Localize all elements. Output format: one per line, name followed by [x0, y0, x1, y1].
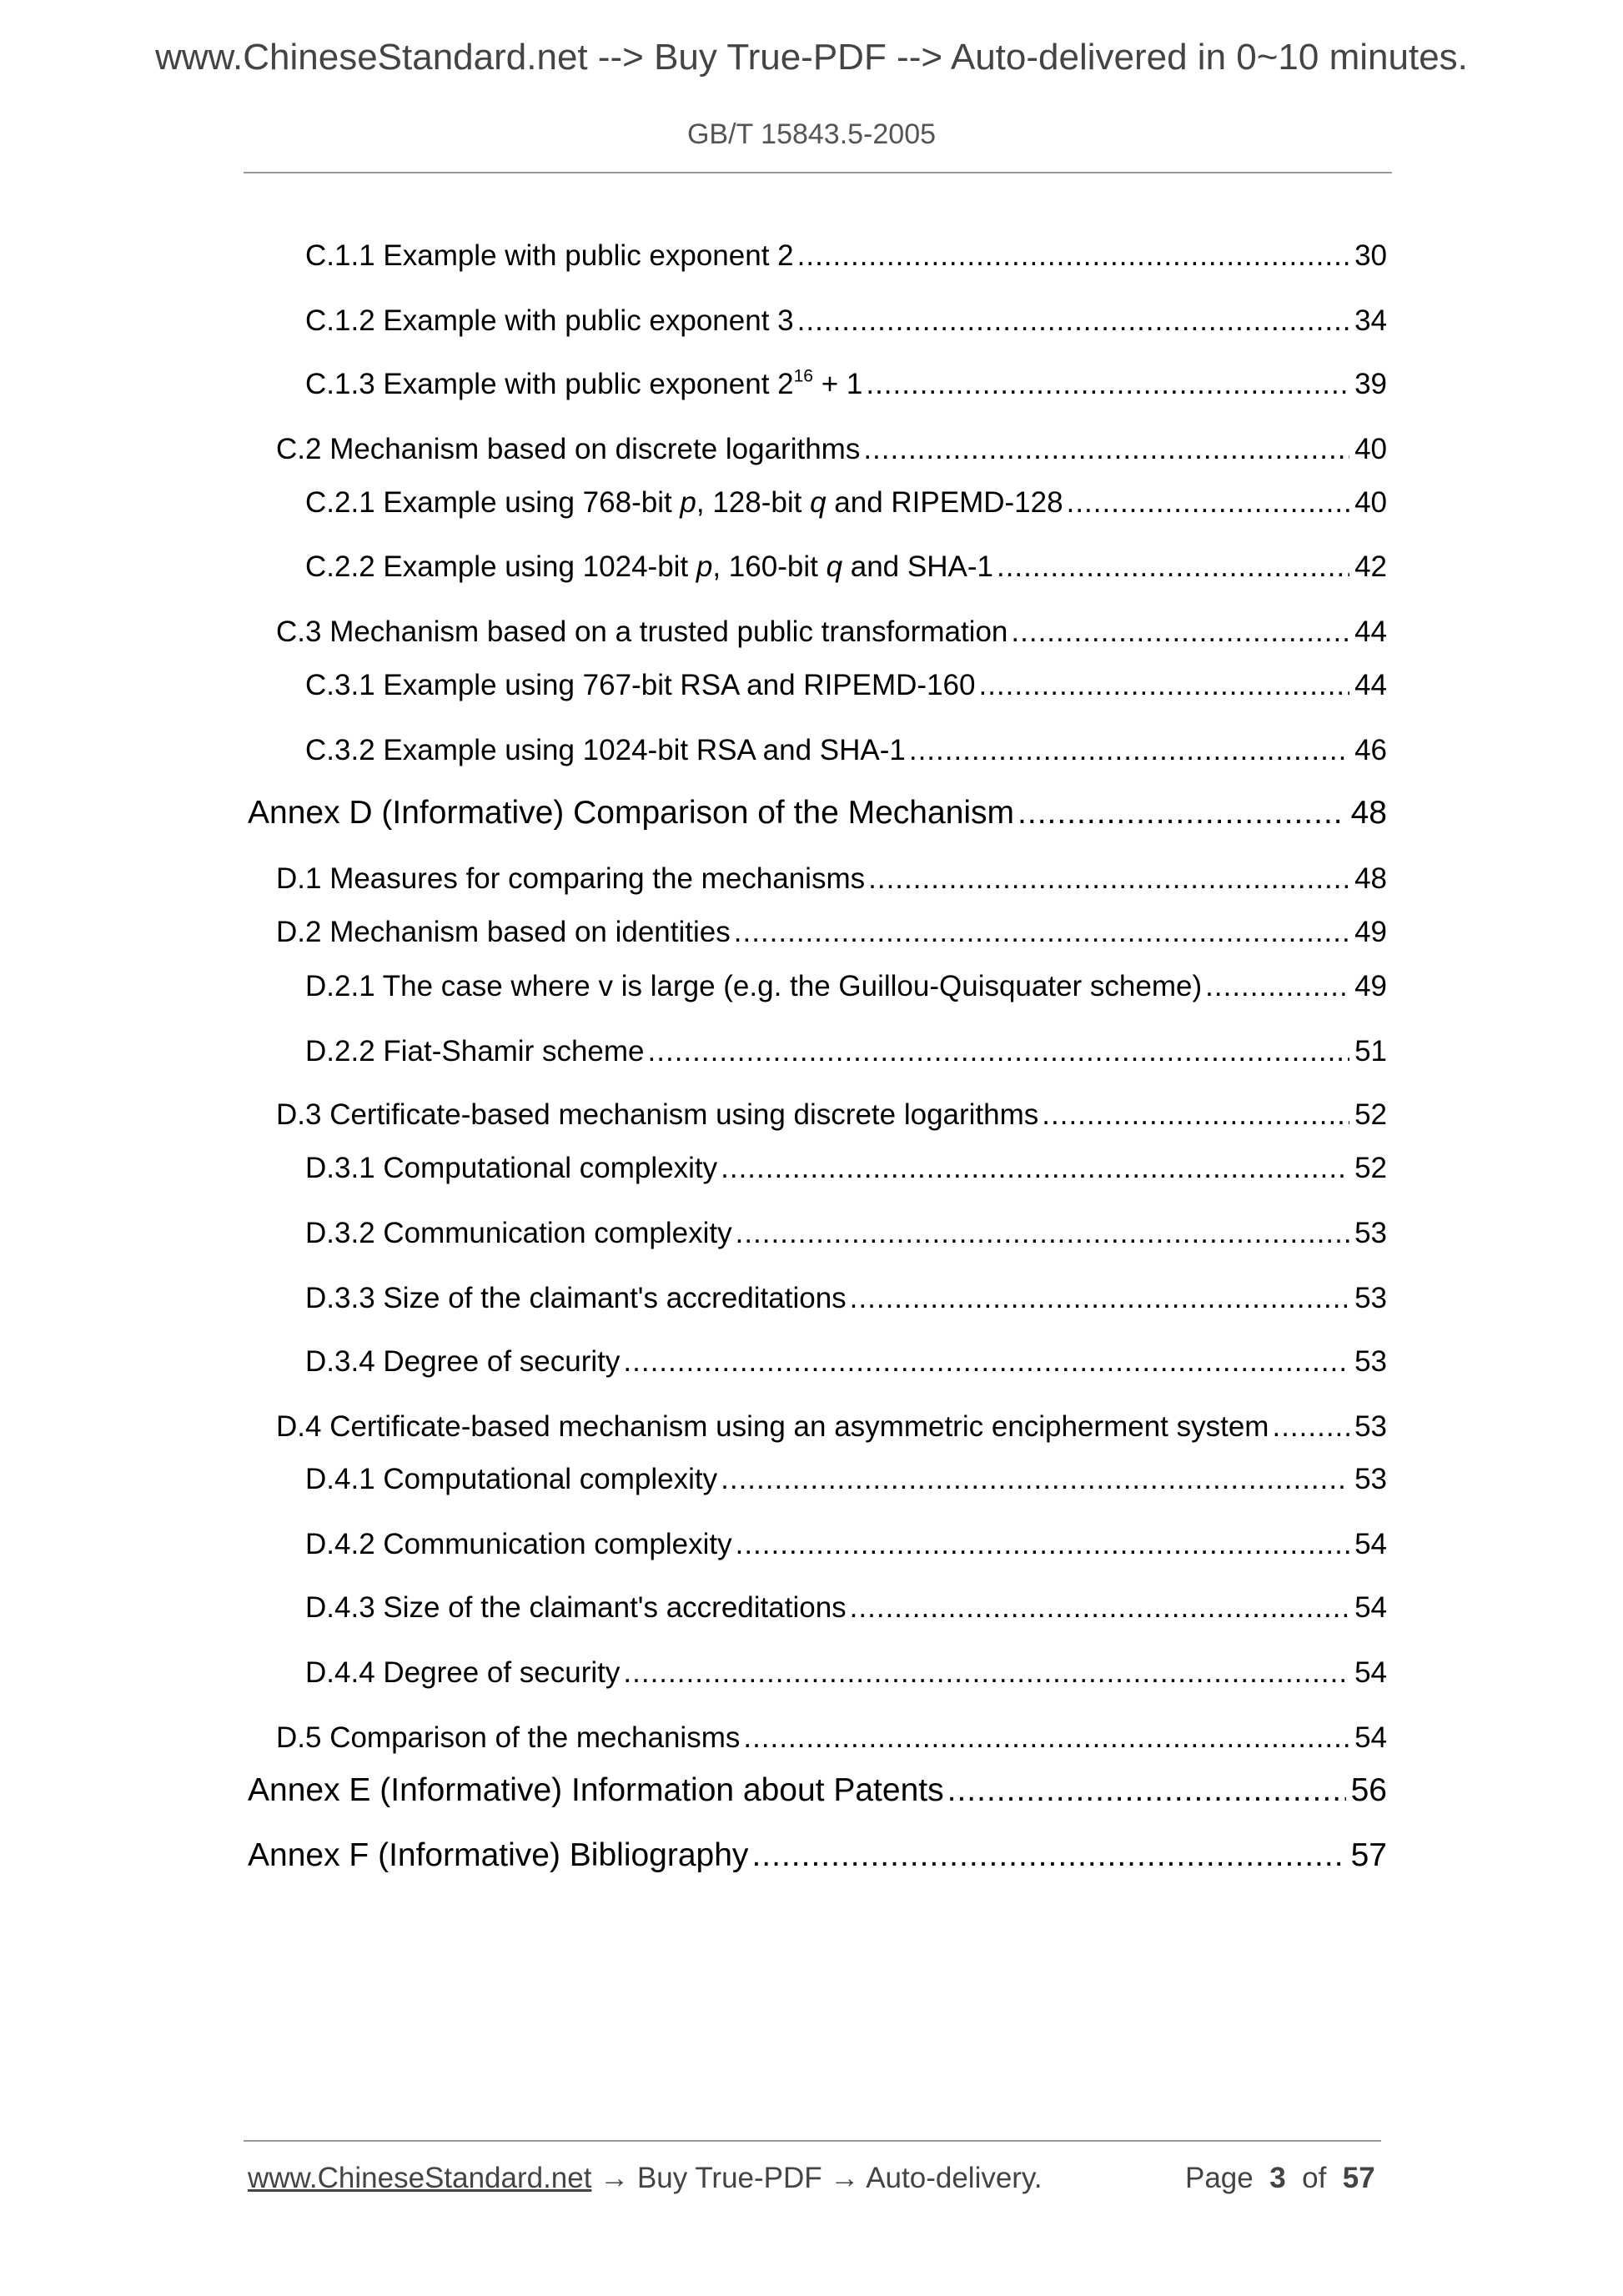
title-segment: , 128-bit — [696, 485, 811, 519]
title-segment: D.2.2 Fiat-Shamir scheme — [305, 1035, 645, 1068]
toc-entry[interactable] — [305, 734, 1387, 767]
dot-leader — [797, 239, 1349, 273]
toc-entry[interactable] — [305, 368, 1387, 401]
toc-entry-page: 34 — [1354, 304, 1387, 337]
toc-entry-page: 40 — [1354, 432, 1387, 465]
title-segment: C.1.2 Example with public exponent 3 — [305, 304, 794, 337]
toc-entry[interactable] — [305, 1282, 1387, 1315]
toc-entry[interactable] — [305, 1035, 1387, 1068]
toc-entry-title — [248, 1837, 748, 1874]
toc-entry[interactable] — [305, 1591, 1387, 1625]
toc-entry[interactable] — [305, 239, 1387, 273]
dot-leader — [1205, 970, 1349, 1003]
header-divider — [244, 172, 1392, 173]
toc-entry-page: 42 — [1354, 550, 1387, 584]
delivery-text: Auto-delivery. — [866, 2162, 1043, 2194]
toc-entry-page: 52 — [1354, 1151, 1387, 1184]
toc-entry-page: 57 — [1350, 1836, 1387, 1873]
toc-entry[interactable] — [305, 1463, 1387, 1496]
toc-entry[interactable] — [305, 1152, 1387, 1185]
toc-entry[interactable] — [305, 1217, 1387, 1250]
title-segment: D.1 Measures for comparing the mechanisms — [276, 862, 866, 895]
title-segment: D.3 Certificate-based mechanism using discrete logarithms — [276, 1098, 1039, 1132]
toc-entry-title — [276, 1721, 740, 1755]
page-indicator — [1185, 2162, 1375, 2195]
toc-entry-page: 49 — [1354, 970, 1387, 1003]
toc-entry-page: 56 — [1350, 1771, 1387, 1808]
toc-entry[interactable] — [276, 1098, 1387, 1132]
toc-entry-page: 46 — [1354, 733, 1387, 766]
title-segment: C.3 Mechanism based on a trusted public transformation — [276, 615, 1008, 649]
title-segment: q — [810, 485, 827, 519]
toc-entry-title — [276, 1098, 1038, 1132]
toc-entry-page: 48 — [1354, 862, 1387, 895]
dot-leader — [850, 1591, 1349, 1625]
toc-entry-title — [305, 550, 993, 584]
toc-entry-title — [305, 669, 975, 702]
dot-leader — [866, 368, 1349, 401]
dot-leader — [863, 433, 1349, 466]
toc-entry[interactable] — [248, 1772, 1387, 1809]
title-segment: C.1.3 Example with public exponent 2 — [305, 367, 794, 400]
toc-entry-title — [305, 1152, 717, 1185]
watermark-banner: www.ChineseStandard.net --> Buy True-PDF --> Auto-delivered in 0~10 minutes. — [155, 37, 1468, 78]
toc-entry-page: 53 — [1354, 1344, 1387, 1378]
title-segment: Annex D (Informative) Comparison of the Mechanism — [248, 795, 1015, 831]
dot-leader — [648, 1035, 1350, 1068]
title-segment: D.3.4 Degree of security — [305, 1344, 621, 1378]
title-segment: D.4.3 Size of the claimant's accreditations — [305, 1591, 847, 1625]
toc-entry-title — [276, 916, 731, 949]
dot-leader — [1272, 1410, 1349, 1444]
toc-entry-page: 30 — [1354, 239, 1387, 272]
arrow-icon: → — [600, 2162, 630, 2194]
title-segment: C.2.1 Example using 768-bit — [305, 485, 681, 519]
buy-text: Buy True-PDF — [636, 2162, 822, 2194]
toc-entry-page: 54 — [1354, 1528, 1387, 1561]
toc-entry-title — [305, 1217, 732, 1250]
title-segment: + 1 — [812, 367, 863, 400]
title-segment: and SHA-1 — [842, 550, 993, 584]
dot-leader — [734, 916, 1349, 949]
title-segment: 16 — [793, 366, 813, 386]
dot-leader — [623, 1345, 1349, 1379]
title-segment: Annex F (Informative) Bibliography — [248, 1836, 749, 1873]
toc-entry-page: 53 — [1354, 1409, 1387, 1443]
toc-entry-page: 44 — [1354, 669, 1387, 702]
toc-entry-title — [305, 1463, 717, 1496]
of-label: of — [1302, 2162, 1327, 2194]
toc-entry-page: 54 — [1354, 1656, 1387, 1690]
toc-entry[interactable] — [276, 433, 1387, 466]
title-segment: D.3.1 Computational complexity — [305, 1151, 718, 1184]
page-total: 57 — [1342, 2162, 1375, 2194]
title-segment: C.2.2 Example using 1024-bit — [305, 550, 696, 584]
toc-entry-title — [276, 1410, 1269, 1444]
toc-entry[interactable] — [305, 669, 1387, 702]
title-segment: D.4 Certificate-based mechanism using an asymmetric encipherment system — [276, 1409, 1269, 1443]
toc-entry[interactable] — [276, 862, 1387, 896]
dot-leader — [1067, 486, 1349, 520]
toc-entry-title — [248, 1772, 944, 1809]
toc-entry[interactable] — [305, 1656, 1387, 1690]
toc-entry[interactable] — [305, 1345, 1387, 1379]
dot-leader — [947, 1772, 1346, 1809]
toc-entry-page: 39 — [1354, 367, 1387, 400]
toc-entry-title — [276, 433, 860, 466]
title-segment: , 160-bit — [712, 550, 827, 584]
arrow-icon: → — [830, 2162, 860, 2194]
footer-divider — [244, 2140, 1381, 2142]
toc-entry-page: 49 — [1354, 915, 1387, 948]
dot-leader — [1018, 795, 1346, 831]
toc-entry-title — [305, 1656, 620, 1690]
title-segment: D.4.1 Computational complexity — [305, 1463, 718, 1496]
toc-entry-page: 53 — [1354, 1216, 1387, 1249]
document-id: GB/T 15843.5-2005 — [686, 118, 937, 150]
toc-entry[interactable] — [305, 486, 1387, 520]
dot-leader — [736, 1528, 1349, 1561]
toc-entry-page: 44 — [1354, 615, 1387, 649]
dot-leader — [721, 1463, 1349, 1496]
title-segment: D.3.2 Communication complexity — [305, 1216, 732, 1249]
toc-entry-page: 53 — [1354, 1281, 1387, 1314]
dot-leader — [978, 669, 1349, 702]
title-segment: q — [826, 550, 843, 584]
toc-entry-title — [305, 368, 862, 401]
title-segment: D.3.3 Size of the claimant's accreditations — [305, 1281, 847, 1314]
toc-entry-title — [305, 1035, 645, 1068]
toc-entry[interactable] — [276, 1721, 1387, 1755]
page-footer — [248, 2162, 1382, 2195]
toc-entry[interactable] — [305, 550, 1387, 584]
dot-leader — [623, 1656, 1349, 1690]
page-current: 3 — [1269, 2162, 1286, 2194]
toc-entry-title — [248, 795, 1014, 831]
toc-entry-title — [276, 615, 1007, 649]
title-segment: p — [696, 550, 713, 584]
toc-entry-title — [305, 1591, 847, 1625]
toc-entry-title — [305, 1528, 732, 1561]
toc-entry-title — [305, 970, 1202, 1003]
toc-entry-title — [305, 734, 906, 767]
dot-leader — [997, 550, 1349, 584]
title-segment: C.3.1 Example using 767-bit RSA and RIPEMD-160 — [305, 669, 976, 702]
toc-entry-page: 54 — [1354, 1721, 1387, 1755]
title-segment: D.4.2 Communication complexity — [305, 1528, 732, 1561]
toc-entry[interactable] — [276, 1410, 1387, 1444]
toc-entry[interactable] — [305, 1528, 1387, 1561]
dot-leader — [721, 1152, 1349, 1185]
title-segment: D.2.1 The case where v is large (e.g. the Guillou-Quisquater scheme) — [305, 970, 1203, 1003]
dot-leader — [797, 304, 1349, 338]
dot-leader — [1042, 1098, 1349, 1132]
website-link[interactable]: www.ChineseStandard.net — [248, 2162, 592, 2194]
title-segment: D.5 Comparison of the mechanisms — [276, 1721, 741, 1755]
toc-entry[interactable] — [248, 1837, 1387, 1874]
toc-entry-title — [305, 1345, 620, 1379]
title-segment: Annex E (Informative) Information about Patents — [248, 1771, 944, 1808]
dot-leader — [850, 1282, 1349, 1315]
dot-leader — [736, 1217, 1349, 1250]
toc-entry[interactable] — [276, 615, 1387, 649]
title-segment: D.2 Mechanism based on identities — [276, 915, 731, 948]
toc-entry-page: 53 — [1354, 1463, 1387, 1496]
toc-entry-title — [276, 862, 865, 896]
dot-leader — [868, 862, 1349, 896]
dot-leader — [1011, 615, 1349, 649]
toc-entry[interactable] — [276, 916, 1387, 949]
toc-entry[interactable] — [305, 304, 1387, 338]
dot-leader — [751, 1837, 1345, 1874]
toc-entry-page: 51 — [1354, 1035, 1387, 1068]
title-segment: C.3.2 Example using 1024-bit RSA and SHA-1 — [305, 733, 906, 766]
toc-entry-title — [305, 486, 1063, 520]
title-segment: C.1.1 Example with public exponent 2 — [305, 239, 794, 272]
page-label: Page — [1185, 2162, 1254, 2194]
toc-entry[interactable] — [248, 795, 1387, 831]
dot-leader — [743, 1721, 1349, 1755]
toc-entry-title — [305, 239, 794, 273]
toc-entry[interactable] — [305, 970, 1387, 1003]
title-segment: and RIPEMD-128 — [826, 485, 1063, 519]
title-segment: C.2 Mechanism based on discrete logarithms — [276, 432, 861, 465]
title-segment: D.4.4 Degree of security — [305, 1656, 621, 1690]
toc-entry-title — [305, 1282, 847, 1315]
toc-entry-page: 48 — [1350, 795, 1387, 831]
toc-entry-title — [305, 304, 794, 338]
toc-entry-page: 54 — [1354, 1591, 1387, 1625]
toc-entry-page: 40 — [1354, 485, 1387, 519]
title-segment: p — [680, 485, 696, 519]
toc-entry-page: 52 — [1354, 1098, 1387, 1132]
dot-leader — [909, 734, 1349, 767]
